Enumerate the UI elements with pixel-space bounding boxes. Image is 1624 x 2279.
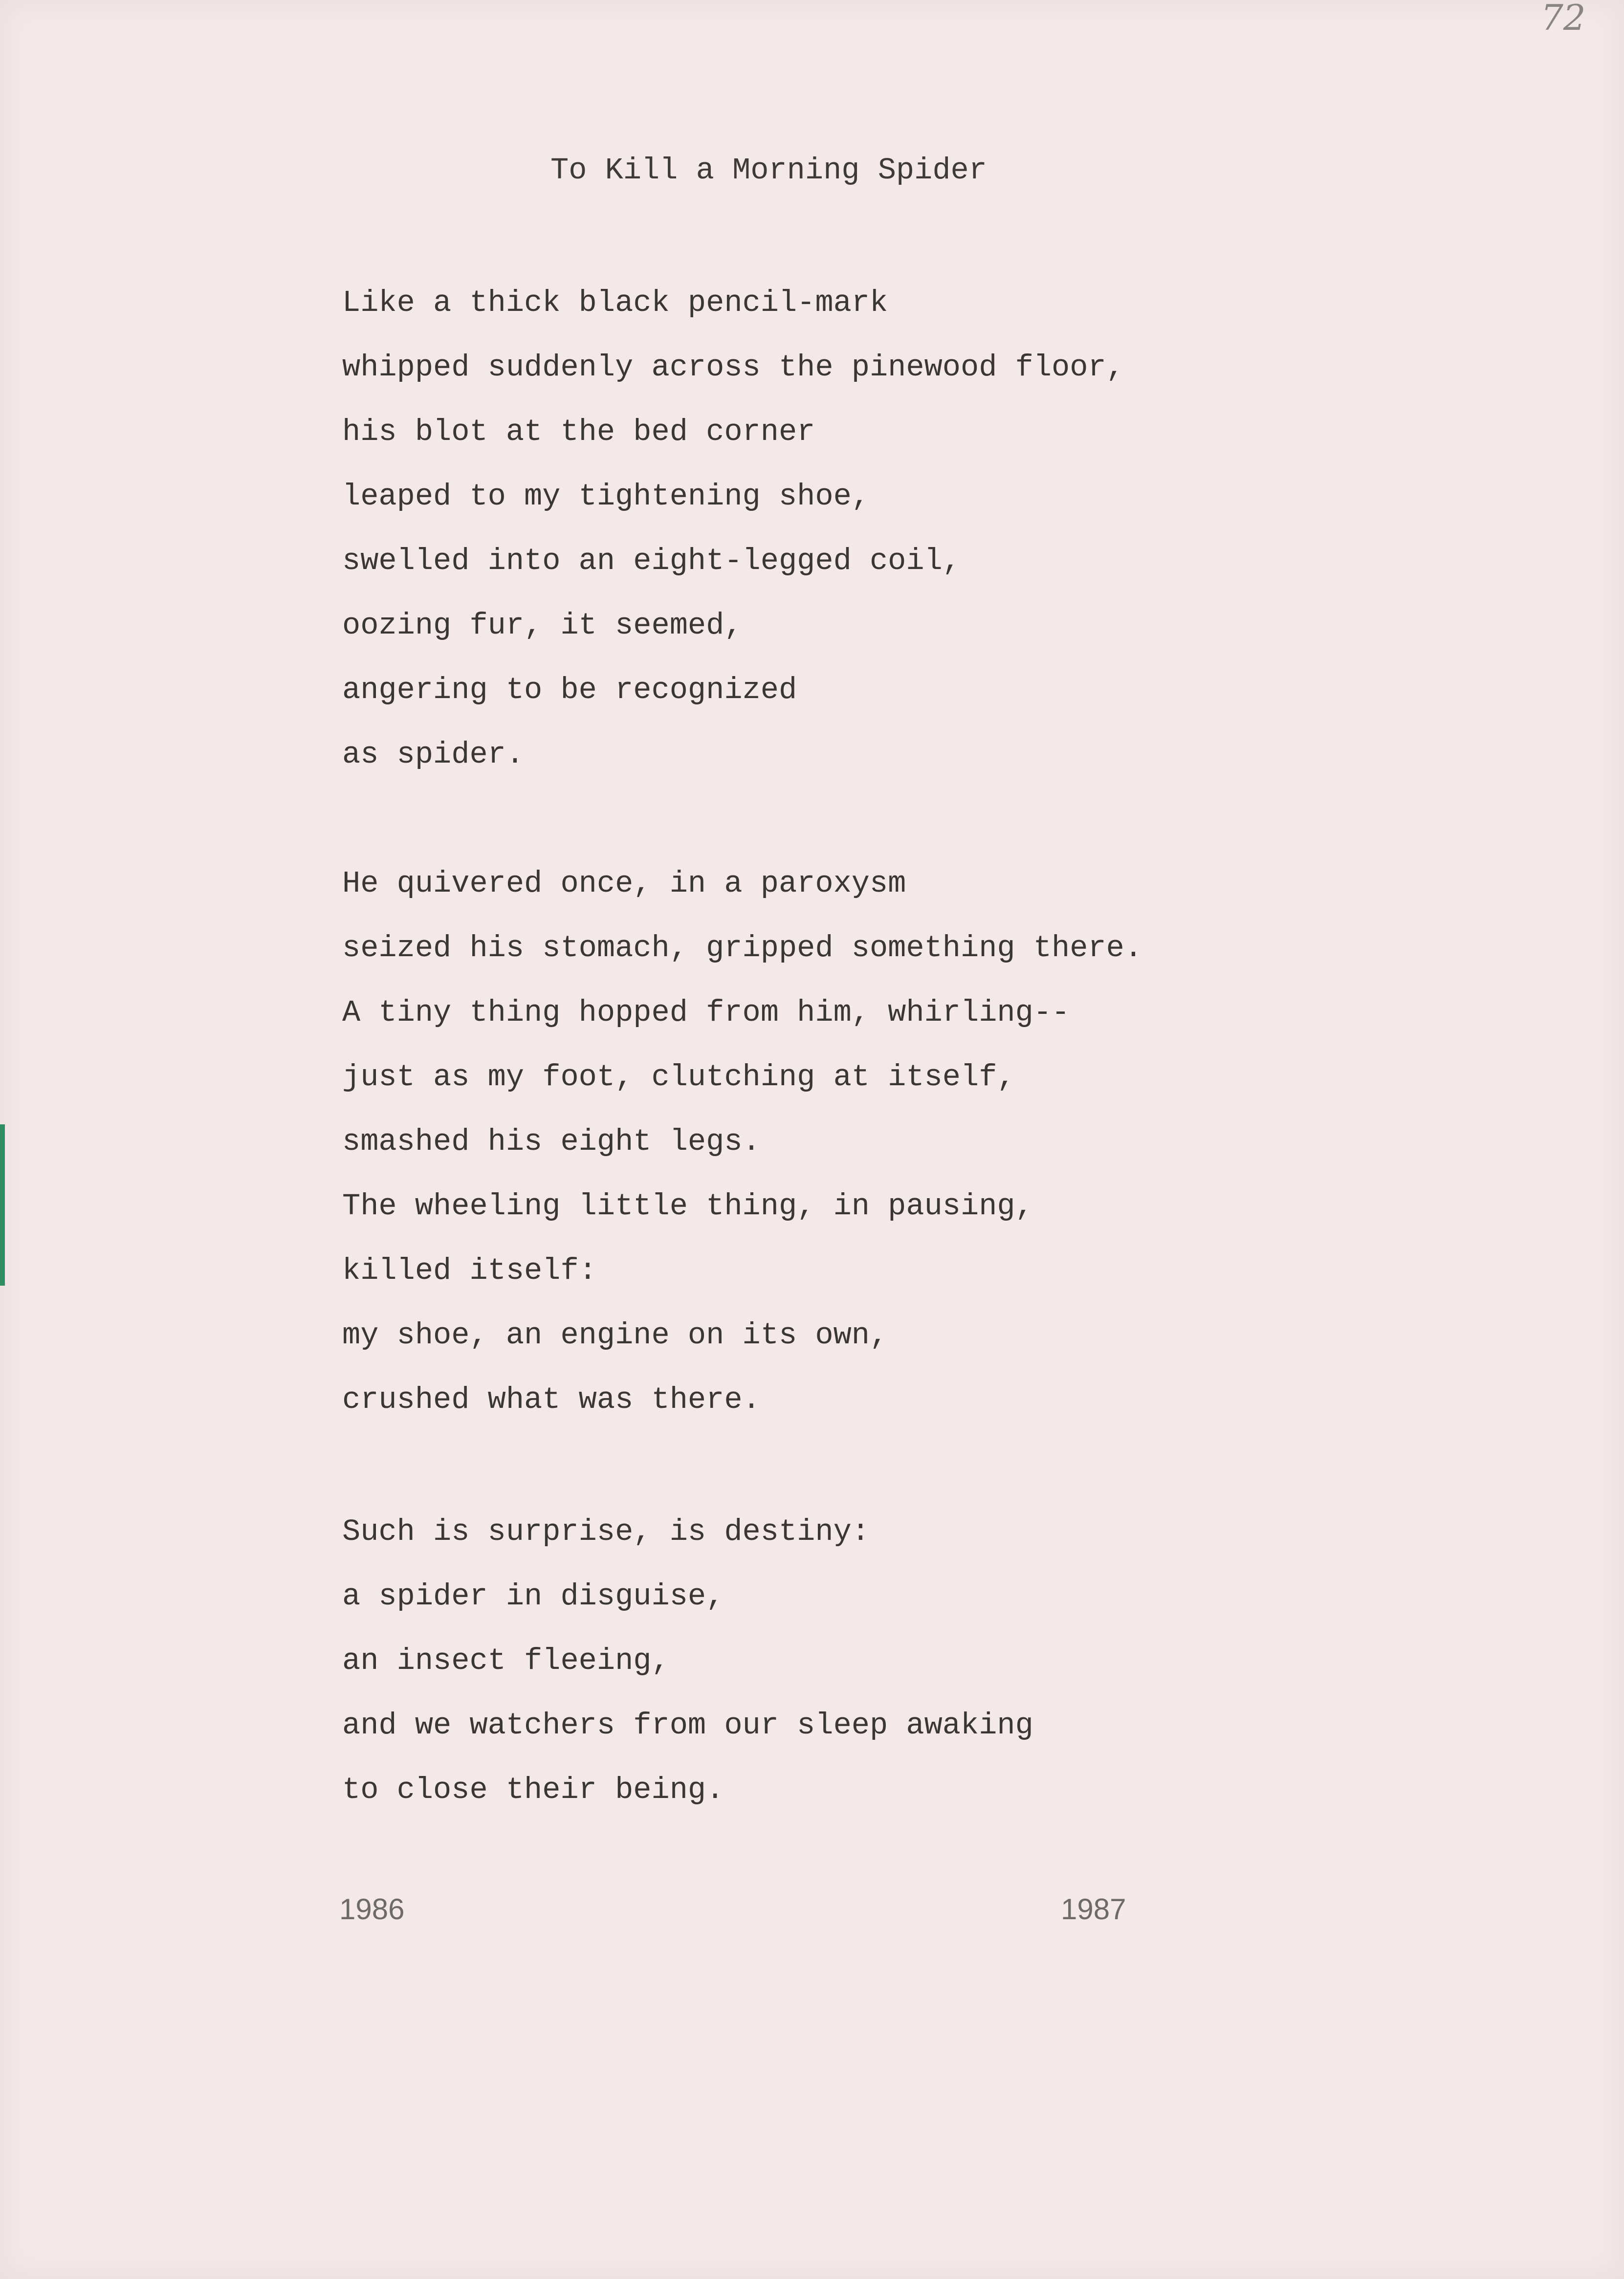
poem-line: as spider. — [342, 737, 525, 772]
poem-line: seized his stomach, gripped something there. — [342, 931, 1143, 965]
poem-line: and we watchers from our sleep awaking — [342, 1708, 1033, 1743]
poem-title: To Kill a Morning Spider — [550, 153, 987, 188]
poem-line: swelled into an eight-legged coil, — [342, 544, 961, 578]
poem-line: his blot at the bed corner — [342, 415, 815, 449]
poem-line: a spider in disguise, — [342, 1579, 724, 1614]
poem-line: killed itself: — [342, 1253, 597, 1288]
poem-line: The wheeling little thing, in pausing, — [342, 1189, 1033, 1224]
year-right: 1987 — [1061, 1893, 1126, 1926]
poem-line: Such is surprise, is destiny: — [342, 1514, 870, 1549]
poem-line: crushed what was there. — [342, 1382, 761, 1417]
stanza-1 — [342, 271, 1124, 787]
stanza-2 — [342, 852, 1142, 1432]
poem-line: angering to be recognized — [342, 673, 797, 707]
poem-line: He quivered once, in a paroxysm — [342, 866, 906, 901]
poem-line: leaped to my tightening shoe, — [342, 479, 870, 514]
poem-line: smashed his eight legs. — [342, 1124, 761, 1159]
poem-line: oozing fur, it seemed, — [342, 608, 743, 643]
poem-line: just as my foot, clutching at itself, — [342, 1060, 1015, 1095]
page-number: 72 — [1541, 0, 1586, 38]
poem-line: an insect fleeing, — [342, 1644, 670, 1678]
poem-line: whipped suddenly across the pinewood floor, — [342, 350, 1124, 385]
stanza-3 — [342, 1500, 1033, 1822]
poem-line: Like a thick black pencil-mark — [342, 285, 888, 320]
poem-line: my shoe, an engine on its own, — [342, 1318, 888, 1353]
poem-line: to close their being. — [342, 1773, 724, 1807]
edge-tab — [0, 1124, 5, 1286]
year-left: 1986 — [339, 1893, 405, 1926]
poem-line: A tiny thing hopped from him, whirling-- — [342, 995, 1070, 1030]
